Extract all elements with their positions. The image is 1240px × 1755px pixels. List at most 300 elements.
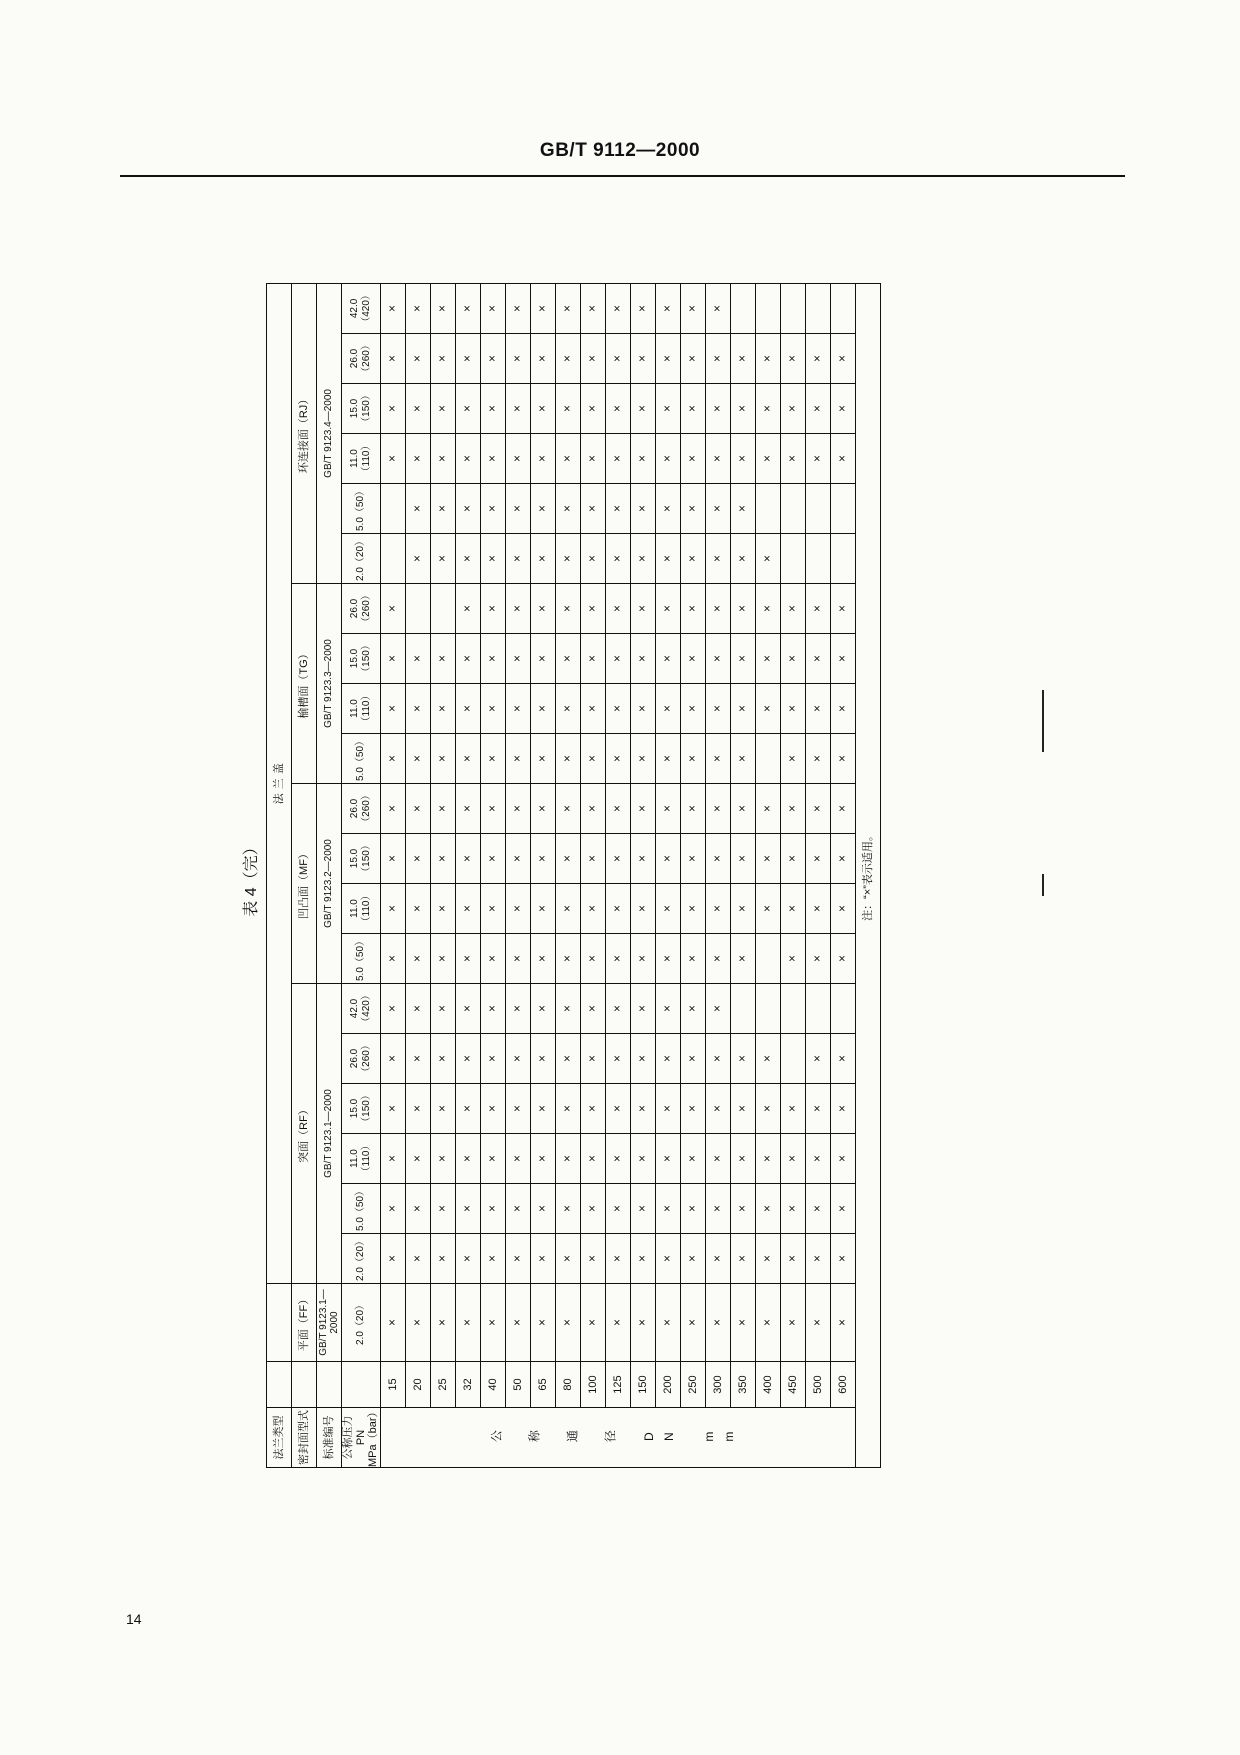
cell-applicability: × [480, 433, 505, 483]
table-row [380, 283, 405, 1467]
cell-applicability: × [755, 633, 780, 683]
cell-applicability: × [655, 1283, 680, 1361]
cell-applicability: × [805, 333, 830, 383]
cell-applicability: × [480, 333, 505, 383]
cell-applicability: × [655, 633, 680, 683]
cell-applicability: × [655, 433, 680, 483]
cell-applicability: × [680, 633, 705, 683]
cell-applicability: × [455, 383, 480, 433]
cell-applicability: × [755, 333, 780, 383]
cell-applicability: × [580, 1183, 605, 1233]
cell-applicability: × [555, 733, 580, 783]
cell-applicability: × [530, 933, 555, 983]
pressure-header-8: 11.0（110） [342, 883, 381, 933]
cell-applicability: × [530, 633, 555, 683]
cell-applicability: × [405, 1083, 430, 1133]
cell-applicability: × [380, 1083, 405, 1133]
pressure-header-18: 15.0（150） [342, 383, 381, 433]
cell-applicability: × [680, 583, 705, 633]
cell-applicability: × [730, 833, 755, 883]
cell-applicability: × [530, 983, 555, 1033]
cell-applicability: × [605, 533, 630, 583]
cell-applicability: × [505, 833, 530, 883]
cell-applicability: × [805, 1283, 830, 1361]
cell-applicability: × [405, 383, 430, 433]
cell-applicability: × [830, 1233, 855, 1283]
cell-applicability: × [505, 683, 530, 733]
cell-applicability: × [805, 833, 830, 883]
header-row-flange-type [267, 283, 292, 1467]
cell-applicability: × [680, 833, 705, 883]
cell-applicability: × [580, 333, 605, 383]
cell-applicability: × [705, 433, 730, 483]
cell-applicability: × [605, 1183, 630, 1233]
cell-applicability: × [680, 383, 705, 433]
cell-applicability [805, 983, 830, 1033]
cell-applicability: × [680, 683, 705, 733]
cell-applicability: × [705, 1033, 730, 1083]
cell-applicability: × [830, 383, 855, 433]
cell-applicability: × [530, 1133, 555, 1183]
pressure-header-0: 2.0（20） [342, 1283, 381, 1361]
cell-applicability: × [830, 1083, 855, 1133]
cell-applicability: × [405, 833, 430, 883]
table-row [430, 283, 455, 1467]
cell-applicability: × [430, 483, 455, 533]
cell-applicability: × [730, 933, 755, 983]
cell-applicability: × [580, 533, 605, 583]
cell-applicability: × [455, 1233, 480, 1283]
cell-applicability: × [430, 1033, 455, 1083]
dn-value: 200 [655, 1361, 680, 1407]
table-row [555, 283, 580, 1467]
cell-applicability: × [455, 683, 480, 733]
cell-applicability: × [405, 733, 430, 783]
table-row [455, 283, 480, 1467]
cell-applicability: × [380, 883, 405, 933]
cell-applicability: × [755, 533, 780, 583]
cell-applicability: × [680, 1033, 705, 1083]
cell-applicability: × [655, 1033, 680, 1083]
cell-applicability: × [705, 883, 730, 933]
pressure-header-12: 11.0（110） [342, 683, 381, 733]
cell-applicability: × [530, 1183, 555, 1233]
cell-applicability: × [530, 1283, 555, 1361]
cell-applicability: × [455, 733, 480, 783]
dn-value: 65 [530, 1361, 555, 1407]
cell-applicability: × [630, 1083, 655, 1133]
cell-applicability: × [605, 833, 630, 883]
cell-applicability: × [805, 583, 830, 633]
cell-applicability: × [805, 1033, 830, 1083]
cell-applicability: × [505, 283, 530, 333]
header-row-seal-face [292, 283, 317, 1467]
cell-applicability: × [530, 833, 555, 883]
cell-applicability [780, 983, 805, 1033]
pressure-header-16: 5.0（50） [342, 483, 381, 533]
label-pn-line2: MPa（bar） [367, 1405, 380, 1467]
cell-applicability: × [555, 483, 580, 533]
cell-applicability: × [530, 883, 555, 933]
cell-applicability: × [605, 683, 630, 733]
cell-applicability: × [430, 783, 455, 833]
cell-applicability: × [480, 283, 505, 333]
cell-applicability: × [655, 333, 680, 383]
dn-value: 40 [480, 1361, 505, 1407]
cell-applicability: × [655, 1133, 680, 1183]
label-dn [380, 1407, 855, 1467]
cell-applicability: × [605, 883, 630, 933]
cell-applicability: × [680, 1183, 705, 1233]
cell-applicability: × [780, 933, 805, 983]
cell-applicability: × [730, 433, 755, 483]
cell-applicability: × [530, 1083, 555, 1133]
dn-value: 150 [630, 1361, 655, 1407]
cell-applicability: × [380, 683, 405, 733]
cell-applicability: × [405, 633, 430, 683]
cell-applicability [780, 1033, 805, 1083]
cell-applicability: × [405, 1183, 430, 1233]
cell-applicability: × [605, 933, 630, 983]
dn-value: 32 [455, 1361, 480, 1407]
cell-applicability: × [705, 1083, 730, 1133]
cell-applicability: × [405, 1033, 430, 1083]
cell-applicability: × [780, 1183, 805, 1233]
cell-applicability: × [605, 783, 630, 833]
cell-applicability: × [730, 1183, 755, 1233]
cell-applicability: × [780, 833, 805, 883]
cell-applicability: × [705, 633, 730, 683]
cell-applicability: × [405, 933, 430, 983]
cell-applicability: × [680, 983, 705, 1033]
cell-applicability: × [680, 883, 705, 933]
cell-applicability: × [730, 1033, 755, 1083]
cell-applicability: × [405, 433, 430, 483]
cell-applicability: × [730, 1283, 755, 1361]
cell-applicability: × [605, 433, 630, 483]
cell-applicability: × [630, 883, 655, 933]
cell-applicability: × [405, 333, 430, 383]
dn-value: 125 [605, 1361, 630, 1407]
cell-applicability: × [380, 633, 405, 683]
cell-applicability: × [505, 783, 530, 833]
cell-applicability: × [830, 583, 855, 633]
cell-applicability: × [705, 583, 730, 633]
cell-applicability: × [730, 633, 755, 683]
cell-applicability: × [455, 933, 480, 983]
cell-applicability: × [555, 883, 580, 933]
cell-applicability: × [505, 583, 530, 633]
cell-applicability: × [380, 1283, 405, 1361]
cell-applicability: × [830, 633, 855, 683]
cell-applicability: × [705, 533, 730, 583]
cell-applicability: × [805, 1083, 830, 1133]
pressure-header-17: 11.0（110） [342, 433, 381, 483]
cell-applicability: × [680, 1133, 705, 1183]
cell-applicability: × [430, 683, 455, 733]
cell-applicability: × [505, 1283, 530, 1361]
table-row [605, 283, 630, 1467]
cell-applicability: × [580, 733, 605, 783]
cell-applicability [830, 283, 855, 333]
cell-applicability: × [605, 733, 630, 783]
cell-applicability: × [805, 383, 830, 433]
pressure-header-19: 26.0（260） [342, 333, 381, 383]
pressure-header-6: 42.0（420） [342, 983, 381, 1033]
pressure-header-11: 5.0（50） [342, 733, 381, 783]
cell-applicability: × [730, 733, 755, 783]
dn-value: 500 [805, 1361, 830, 1407]
cell-applicability: × [655, 833, 680, 883]
cell-applicability: × [505, 1233, 530, 1283]
cell-applicability: × [580, 883, 605, 933]
cell-applicability: × [580, 1033, 605, 1083]
cell-applicability: × [780, 433, 805, 483]
cell-applicability [780, 533, 805, 583]
label-dn-text: 公 称 通 径 DN mm [490, 1429, 743, 1444]
cell-applicability: × [580, 583, 605, 633]
pressure-header-1: 2.0（20） [342, 1233, 381, 1283]
table-row [655, 283, 680, 1467]
std-rf: GB/T 9123.1—2000 [317, 983, 342, 1283]
cell-applicability: × [830, 433, 855, 483]
pressure-header-14: 26.0（260） [342, 583, 381, 633]
dn-value: 100 [580, 1361, 605, 1407]
cell-applicability [805, 283, 830, 333]
dn-value: 50 [505, 1361, 530, 1407]
face-mf: 凹凸面（MF） [292, 783, 317, 983]
dn-value: 350 [730, 1361, 755, 1407]
cell-applicability: × [380, 583, 405, 633]
pressure-header-5: 26.0（260） [342, 1033, 381, 1083]
pressure-header-20: 42.0（420） [342, 283, 381, 333]
cell-applicability: × [605, 633, 630, 683]
table-row [530, 283, 555, 1467]
cell-applicability: × [705, 783, 730, 833]
cell-applicability: × [480, 933, 505, 983]
cell-applicability: × [705, 333, 730, 383]
pressure-header-15: 2.0（20） [342, 533, 381, 583]
cell-applicability: × [505, 1183, 530, 1233]
cell-applicability: × [505, 1083, 530, 1133]
cell-applicability: × [580, 283, 605, 333]
cell-applicability: × [455, 883, 480, 933]
dn-value: 450 [780, 1361, 805, 1407]
cell-applicability: × [430, 933, 455, 983]
cell-applicability: × [530, 1233, 555, 1283]
face-rf: 突面（RF） [292, 983, 317, 1283]
cell-applicability: × [755, 1083, 780, 1133]
cell-applicability: × [755, 1183, 780, 1233]
cell-applicability: × [730, 483, 755, 533]
cell-applicability: × [705, 483, 730, 533]
cell-applicability: × [630, 333, 655, 383]
dn-value: 20 [405, 1361, 430, 1407]
cell-applicability: × [555, 683, 580, 733]
pressure-header-9: 15.0（150） [342, 833, 381, 883]
cell-applicability: × [580, 1133, 605, 1183]
pressure-header-2: 5.0（50） [342, 1183, 381, 1233]
cell-applicability: × [605, 283, 630, 333]
cell-applicability: × [830, 833, 855, 883]
cell-applicability: × [805, 1133, 830, 1183]
std-mf: GB/T 9123.2—2000 [317, 783, 342, 983]
cell-applicability: × [555, 1233, 580, 1283]
table-row [580, 283, 605, 1467]
cell-applicability: × [430, 633, 455, 683]
cell-applicability: × [455, 1183, 480, 1233]
cell-applicability: × [380, 1183, 405, 1233]
cell-applicability: × [530, 533, 555, 583]
label-seal-face: 密封面型式 [292, 1407, 317, 1467]
cell-applicability: × [455, 983, 480, 1033]
cell-applicability: × [780, 583, 805, 633]
cell-applicability: × [755, 1133, 780, 1183]
cell-applicability: × [555, 1133, 580, 1183]
cell-applicability: × [480, 833, 505, 883]
cell-applicability: × [805, 1183, 830, 1233]
cell-applicability: × [605, 1083, 630, 1133]
cell-applicability: × [805, 883, 830, 933]
cell-applicability: × [805, 1233, 830, 1283]
cell-applicability: × [455, 1283, 480, 1361]
cell-applicability: × [530, 583, 555, 633]
cell-applicability: × [380, 1033, 405, 1083]
cell-applicability: × [405, 533, 430, 583]
cell-applicability: × [630, 583, 655, 633]
cell-applicability: × [680, 1283, 705, 1361]
cell-applicability: × [480, 383, 505, 433]
cell-applicability: × [805, 933, 830, 983]
table-row [805, 283, 830, 1467]
cell-applicability: × [530, 1033, 555, 1083]
cell-applicability: × [530, 783, 555, 833]
cell-applicability: × [580, 933, 605, 983]
cell-applicability: × [505, 383, 530, 433]
cell-applicability: × [555, 283, 580, 333]
cell-applicability: × [405, 1133, 430, 1183]
dn-value: 15 [380, 1361, 405, 1407]
spacer-dn-pn [342, 1361, 381, 1407]
cell-applicability: × [405, 1283, 430, 1361]
cell-applicability: × [455, 833, 480, 883]
cell-applicability: × [555, 433, 580, 483]
cell-applicability: × [705, 1233, 730, 1283]
cell-applicability: × [780, 1233, 805, 1283]
cell-applicability [780, 483, 805, 533]
cell-applicability: × [680, 433, 705, 483]
cell-applicability: × [555, 783, 580, 833]
cell-applicability: × [480, 633, 505, 683]
table-row [505, 283, 530, 1467]
cell-applicability: × [630, 1133, 655, 1183]
cell-applicability: × [605, 483, 630, 533]
cell-applicability: × [480, 1033, 505, 1083]
cell-applicability: × [655, 783, 680, 833]
table-row [480, 283, 505, 1467]
table-row [705, 283, 730, 1467]
cell-applicability: × [605, 383, 630, 433]
cell-applicability: × [680, 1233, 705, 1283]
spacer-ff-head [267, 1283, 292, 1361]
cell-applicability: × [580, 433, 605, 483]
cell-applicability: × [655, 733, 680, 783]
cell-applicability: × [755, 783, 780, 833]
cell-applicability: × [680, 1083, 705, 1133]
cell-applicability: × [430, 433, 455, 483]
cell-applicability [380, 533, 405, 583]
cell-applicability: × [555, 833, 580, 883]
cell-applicability: × [780, 1133, 805, 1183]
cell-applicability: × [780, 383, 805, 433]
cell-applicability: × [630, 1233, 655, 1283]
cell-applicability: × [755, 833, 780, 883]
cell-applicability: × [655, 283, 680, 333]
cell-applicability: × [480, 783, 505, 833]
cell-applicability: × [430, 983, 455, 1033]
std-rj: GB/T 9123.4—2000 [317, 283, 342, 583]
cell-applicability: × [755, 383, 780, 433]
cell-applicability [730, 983, 755, 1033]
cell-applicability: × [455, 633, 480, 683]
cell-applicability: × [530, 383, 555, 433]
cell-applicability: × [730, 783, 755, 833]
cell-applicability: × [580, 633, 605, 683]
cell-applicability: × [830, 1133, 855, 1183]
cell-applicability: × [680, 933, 705, 983]
cell-applicability: × [705, 383, 730, 433]
page-header: GB/T 9112—2000 [539, 140, 701, 161]
cell-applicability: × [755, 683, 780, 733]
cell-applicability: × [430, 383, 455, 433]
cell-applicability: × [630, 1283, 655, 1361]
cell-applicability: × [705, 733, 730, 783]
cell-applicability: × [655, 983, 680, 1033]
cell-applicability: × [455, 533, 480, 583]
header-row-pressure [342, 283, 381, 1467]
cell-applicability: × [605, 1233, 630, 1283]
cell-applicability: × [430, 1283, 455, 1361]
cell-applicability: × [430, 1183, 455, 1233]
cell-applicability: × [655, 1233, 680, 1283]
group-cover: 法 兰 盖 [267, 283, 292, 1283]
cell-applicability: × [480, 683, 505, 733]
cell-applicability: × [605, 1033, 630, 1083]
cell-applicability: × [530, 483, 555, 533]
cell-applicability: × [480, 733, 505, 783]
cell-applicability: × [580, 683, 605, 733]
cell-applicability: × [655, 1083, 680, 1133]
cell-applicability [405, 583, 430, 633]
cell-applicability: × [780, 1083, 805, 1133]
cell-applicability: × [730, 683, 755, 733]
cell-applicability: × [580, 783, 605, 833]
cell-applicability: × [455, 283, 480, 333]
cell-applicability: × [530, 283, 555, 333]
cell-applicability [805, 483, 830, 533]
cell-applicability: × [755, 433, 780, 483]
spacer-dn-head [267, 1361, 292, 1407]
cell-applicability: × [455, 583, 480, 633]
cell-applicability: × [480, 983, 505, 1033]
cell-applicability: × [730, 1233, 755, 1283]
cell-applicability: × [605, 1283, 630, 1361]
cell-applicability: × [405, 283, 430, 333]
cell-applicability: × [480, 1133, 505, 1183]
label-pn-line1: 公称压力 PN [342, 1415, 367, 1459]
spacer-dn-std [317, 1361, 342, 1407]
cell-applicability: × [655, 683, 680, 733]
